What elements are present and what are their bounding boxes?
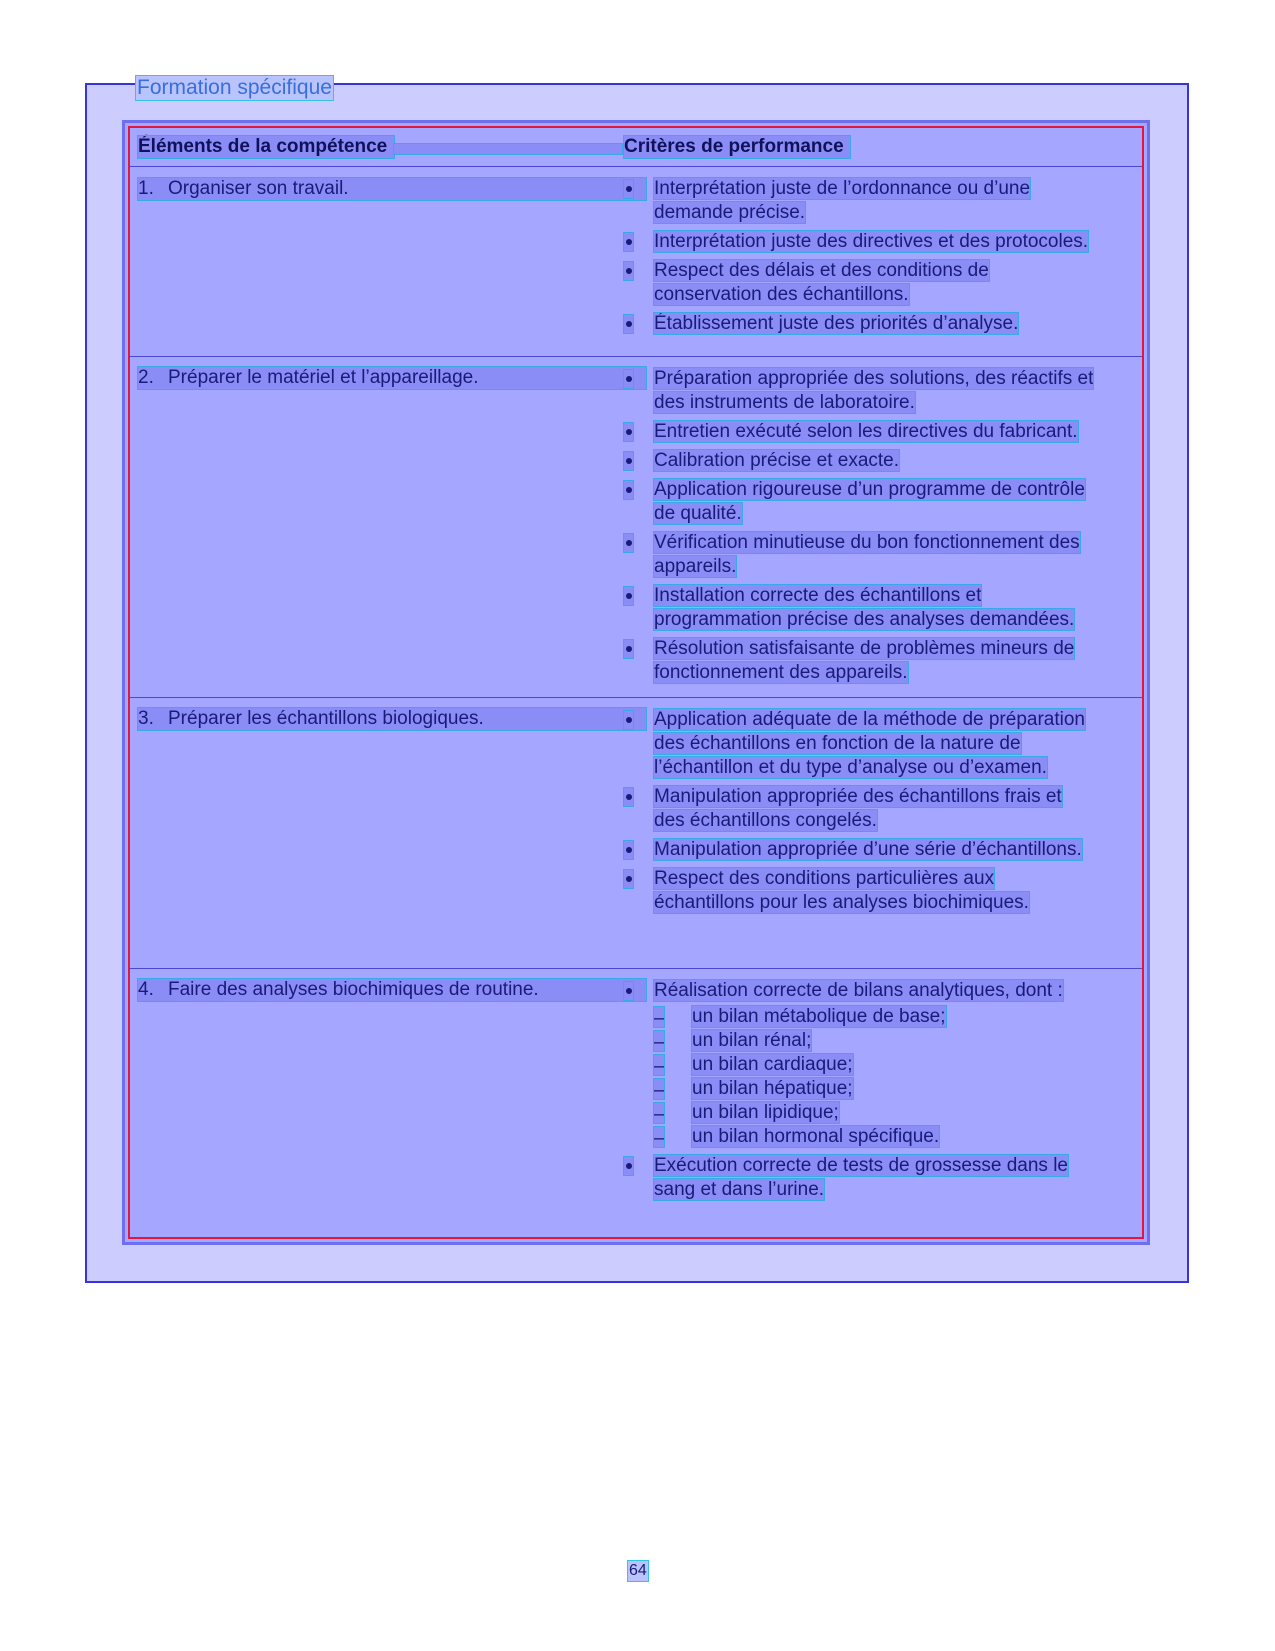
criterion-text: Manipulation appropriée d’une série d’échantillons. bbox=[654, 839, 1082, 860]
bullet-icon bbox=[624, 180, 633, 198]
criterion-text: Manipulation appropriée des échantillons frais et des échantillons congelés. bbox=[654, 786, 1062, 831]
criterion-text: Établissement juste des priorités d’analyse. bbox=[654, 313, 1019, 334]
header-criteria: Critères de performance bbox=[624, 136, 850, 158]
table-row bbox=[130, 697, 1142, 968]
bullet-icon bbox=[624, 841, 633, 859]
sub-item-text: un bilan cardiaque; bbox=[692, 1054, 853, 1075]
criterion-item bbox=[624, 259, 1094, 307]
table-header-row bbox=[130, 128, 1142, 166]
competency-table bbox=[122, 120, 1150, 1245]
criterion-item bbox=[624, 1154, 1094, 1202]
bullet-icon bbox=[624, 1157, 633, 1175]
criterion-item bbox=[624, 230, 1094, 254]
criterion-item bbox=[624, 177, 1094, 225]
bullet-icon bbox=[624, 711, 633, 729]
criterion-item bbox=[624, 708, 1094, 780]
dash-marker: – bbox=[654, 1032, 665, 1053]
page-number: 64 bbox=[629, 1562, 647, 1579]
criterion-item bbox=[624, 838, 1094, 862]
element-3 bbox=[138, 708, 646, 730]
criterion-item bbox=[624, 420, 1094, 444]
criterion-item bbox=[624, 449, 1094, 473]
bullet-icon bbox=[624, 370, 633, 388]
sub-item-text: un bilan hormonal spécifique. bbox=[692, 1126, 940, 1147]
criterion-item bbox=[624, 979, 1094, 1003]
bullet-icon bbox=[624, 423, 633, 441]
criterion-item bbox=[624, 637, 1094, 685]
criterion-item bbox=[624, 867, 1094, 915]
sub-item bbox=[624, 1005, 1094, 1029]
sub-item bbox=[624, 1101, 1094, 1125]
element-label: Préparer les échantillons biologiques. bbox=[168, 708, 484, 729]
bullet-icon bbox=[624, 315, 633, 333]
dash-marker: – bbox=[654, 1008, 665, 1029]
dash-marker: – bbox=[654, 1104, 665, 1125]
element-label: Préparer le matériel et l’appareillage. bbox=[168, 367, 479, 388]
criteria-list bbox=[624, 979, 1094, 1207]
bullet-icon bbox=[624, 982, 633, 1000]
criterion-item bbox=[624, 367, 1094, 415]
element-1 bbox=[138, 178, 646, 200]
criterion-text: Entretien exécuté selon les directives du fabricant. bbox=[654, 421, 1078, 442]
bullet-icon bbox=[624, 534, 633, 552]
dash-marker: – bbox=[654, 1128, 665, 1149]
header-underline-fill bbox=[394, 144, 622, 154]
criterion-item bbox=[624, 478, 1094, 526]
criterion-text: Respect des délais et des conditions de conservation des échantillons. bbox=[654, 260, 989, 305]
bullet-icon bbox=[624, 452, 633, 470]
criterion-text: Vérification minutieuse du bon fonctionnement des appareils. bbox=[654, 532, 1080, 577]
criterion-text: Installation correcte des échantillons et programmation précise des analyses demandées. bbox=[654, 585, 1075, 630]
element-number: 4. bbox=[138, 979, 154, 1000]
element-number: 1. bbox=[138, 178, 154, 199]
criterion-text: Interprétation juste de l’ordonnance ou d’une demande précise. bbox=[654, 178, 1031, 223]
element-number: 3. bbox=[138, 708, 154, 729]
header-elements: Éléments de la compétence bbox=[138, 136, 394, 158]
criteria-list bbox=[624, 708, 1094, 920]
sub-item bbox=[624, 1125, 1094, 1149]
sub-item bbox=[624, 1029, 1094, 1053]
criterion-text: Calibration précise et exacte. bbox=[654, 450, 900, 471]
table-border bbox=[128, 126, 1144, 1239]
criteria-list bbox=[624, 177, 1094, 341]
criterion-text: Résolution satisfaisante de problèmes mineurs de fonctionnement des appareils. bbox=[654, 638, 1075, 683]
section-title: Formation spécifique bbox=[137, 76, 332, 99]
criterion-text: Exécution correcte de tests de grossesse dans le sang et dans l’urine. bbox=[654, 1155, 1069, 1200]
sub-item bbox=[624, 1077, 1094, 1101]
sub-item-text: un bilan rénal; bbox=[692, 1030, 812, 1051]
table-row bbox=[130, 356, 1142, 697]
element-number: 2. bbox=[138, 367, 154, 388]
criterion-text: Application adéquate de la méthode de préparation des échantillons en fonction de la nature de l’échantillon et du type d’analyse ou d’examen. bbox=[654, 709, 1085, 778]
bullet-icon bbox=[624, 262, 633, 280]
sub-item bbox=[624, 1053, 1094, 1077]
table-row bbox=[130, 166, 1142, 356]
bullet-icon bbox=[624, 640, 633, 658]
element-label: Organiser son travail. bbox=[168, 178, 349, 199]
sub-item-text: un bilan hépatique; bbox=[692, 1078, 853, 1099]
criterion-text: Réalisation correcte de bilans analytiques, dont : bbox=[654, 980, 1063, 1001]
criteria-list bbox=[624, 367, 1094, 690]
criterion-item bbox=[624, 531, 1094, 579]
bullet-icon bbox=[624, 788, 633, 806]
element-4 bbox=[138, 979, 646, 1001]
criterion-item bbox=[624, 584, 1094, 632]
dash-marker: – bbox=[654, 1056, 665, 1077]
criterion-text: Application rigoureuse d’un programme de contrôle de qualité. bbox=[654, 479, 1085, 524]
table-row bbox=[130, 968, 1142, 1237]
element-2 bbox=[138, 367, 646, 389]
sub-item-text: un bilan métabolique de base; bbox=[692, 1006, 946, 1027]
criterion-text: Interprétation juste des directives et des protocoles. bbox=[654, 231, 1089, 252]
dash-marker: – bbox=[654, 1080, 665, 1101]
bullet-icon bbox=[624, 870, 633, 888]
criterion-item bbox=[624, 312, 1094, 336]
criterion-text: Préparation appropriée des solutions, des réactifs et des instruments de laboratoire. bbox=[654, 368, 1094, 413]
element-label: Faire des analyses biochimiques de routine. bbox=[168, 979, 539, 1000]
criterion-item bbox=[624, 785, 1094, 833]
bullet-icon bbox=[624, 587, 633, 605]
bullet-icon bbox=[624, 481, 633, 499]
sub-item-text: un bilan lipidique; bbox=[692, 1102, 839, 1123]
bullet-icon bbox=[624, 233, 633, 251]
criterion-text: Respect des conditions particulières aux échantillons pour les analyses biochimiques. bbox=[654, 868, 1029, 913]
